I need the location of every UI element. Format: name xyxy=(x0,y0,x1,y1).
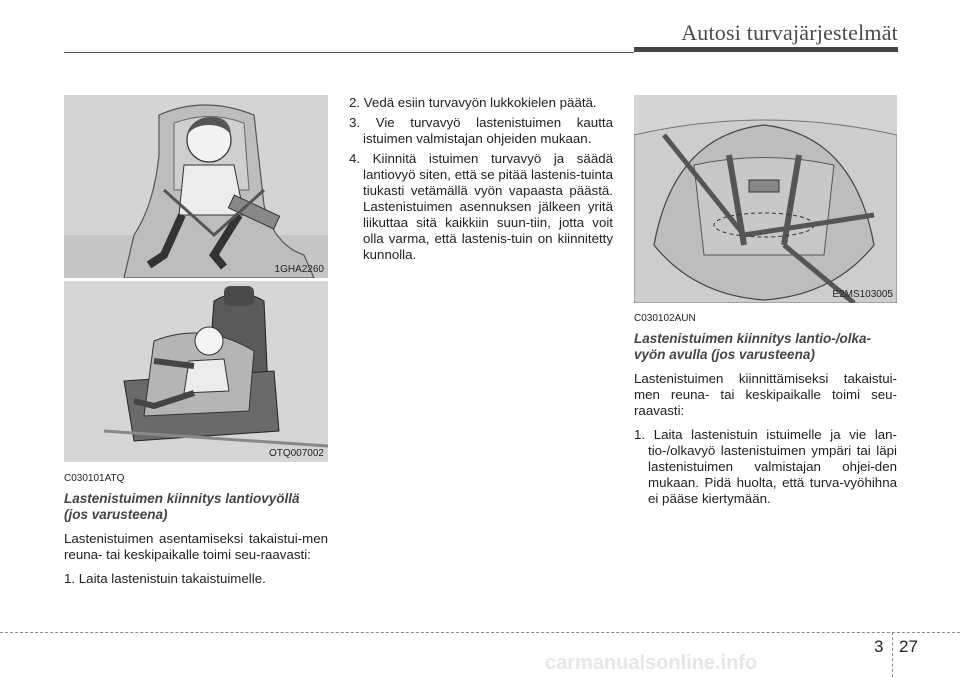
instruction-step-2: 2. Vedä esiin turvavyön lukkokielen päätä. xyxy=(349,95,597,110)
figure-code: 1GHA2260 xyxy=(274,264,324,275)
heading-line-1: Lastenistuimen kiinnitys lantiovyöllä xyxy=(64,491,300,506)
heading-line-2: vyön avulla (jos varusteena) xyxy=(634,347,815,362)
section-number: 3 xyxy=(874,637,884,656)
figure-child-booster-seat xyxy=(64,95,328,278)
section-heading xyxy=(64,491,328,523)
figure-belt-through-child-seat xyxy=(634,95,897,303)
footer-dashed-rule xyxy=(0,632,960,633)
header-rule-thin xyxy=(64,52,634,53)
section-heading xyxy=(634,331,897,363)
column-2-text xyxy=(349,95,613,267)
car-seat-illustration xyxy=(64,281,328,462)
column-1-text xyxy=(64,471,328,591)
intro-paragraph: Lastenistuimen asentamiseksi takaistui-men reuna- tai keskipaikalle toimi seu-raavasti: xyxy=(64,531,328,562)
intro-paragraph: Lastenistuimen kiinnittämiseksi takaistui-men reuna- tai keskipaikalle toimi seu-raavasti: xyxy=(634,371,897,418)
figure-child-seat-in-car xyxy=(64,281,328,462)
figure-code: OTQ007002 xyxy=(268,448,324,459)
instruction-step-4: 4. Kiinnitä istuimen turvavyö ja säädä lantiovyö siten, että se pitää lastenis-tuinta tiukasti vetämällä vyön vapaasta päästä. Lastenistuimen asennuksen jälkeen yritä liikuttaa sitä kaikkiin suun-tiin, jotta voit olla varma, että lastenis-tuin on kiinnitetty kunnolla. xyxy=(349,151,613,262)
section-code: C030102AUN xyxy=(634,313,696,324)
header-rule-thick xyxy=(634,47,898,52)
figure-code: E2MS103005 xyxy=(832,289,893,300)
watermark: carmanualsonline.info xyxy=(545,652,758,674)
section-code: C030101ATQ xyxy=(64,473,125,484)
instruction-step-1: 1. Laita lastenistuin istuimelle ja vie lan-tio-/olkavyö lastenistuimen ympäri tai läpi lastenistuimen valmistajan ohjei-den mukaan. Pidä huolta, että turva-vyöhihna ei pääse kiertymään. xyxy=(634,427,897,506)
child-seat-illustration xyxy=(64,95,328,278)
page-header-title: Autosi turvajärjestelmät xyxy=(681,20,898,45)
page-number-separator xyxy=(892,632,893,677)
instruction-step-3: 3. Vie turvavyö lastenistuimen kautta istuimen valmistajan ohjeiden mukaan. xyxy=(349,115,613,146)
belt-routing-illustration xyxy=(634,95,897,303)
page-number: 27 xyxy=(899,637,918,656)
instruction-step-1: 1. Laita lastenistuin takaistuimelle. xyxy=(64,571,266,586)
column-3-text xyxy=(634,311,897,511)
heading-line-1: Lastenistuimen kiinnitys lantio-/olka- xyxy=(634,331,872,346)
heading-line-2: (jos varusteena) xyxy=(64,507,168,522)
